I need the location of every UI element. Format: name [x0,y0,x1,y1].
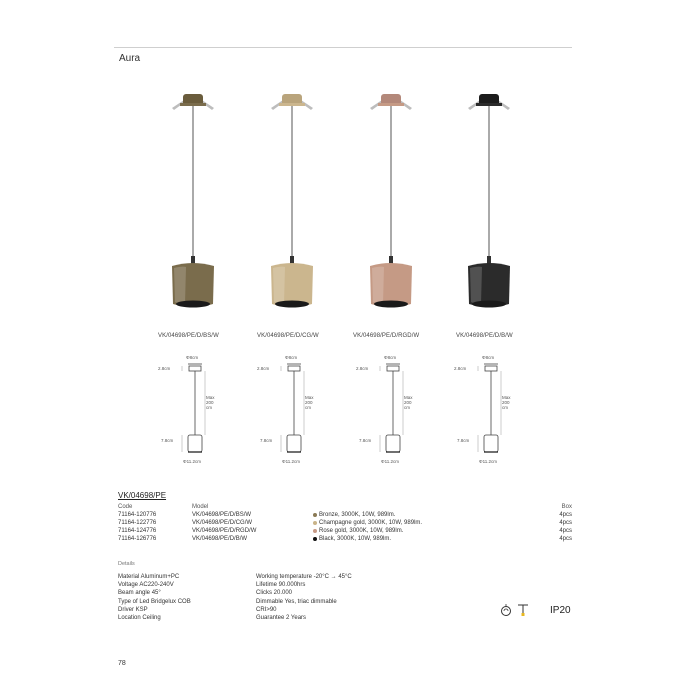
dim-top: Φ8cm [482,355,495,360]
detail-line: Driver KSP [118,606,148,613]
color-swatch-icon [313,537,317,541]
technical-drawing [244,352,344,472]
code-cell: 71164-126776 [118,536,157,543]
detail-line: Working temperature -20°C → 45°C [256,574,352,580]
technical-drawing [343,352,443,472]
code-cell: 71164-122776 [118,520,157,527]
box-cell: 4pcs [559,512,572,519]
box-cell: 4pcs [559,528,572,535]
technical-drawing [145,352,245,472]
color-swatch-icon [313,513,317,517]
model-caption: VK/04698/PE/D/RGD/W [353,333,420,339]
dim-bottom: Φ11.2cm [282,459,301,464]
dim-bottom: Φ11.2cm [381,459,400,464]
code-cell: 71164-124776 [118,528,157,535]
code-column [118,503,156,543]
ip-rating: IP20 [550,605,571,616]
product-family-title: Aura [119,53,141,64]
lamp-photo-bronze [158,90,228,310]
color-swatch-icon [313,521,317,525]
code-cell: 71164-120776 [118,512,157,519]
detail-line: Beam angle 45° [118,590,161,597]
lamp-photo-rose-gold [356,90,426,310]
box-header: Box [561,504,572,510]
detail-line: Voltage AC220-240V [118,582,174,589]
dim-body: 7.8cm [161,438,174,443]
dim-canopy: 2.8cm [356,366,369,371]
details-title: Details [118,561,135,567]
detail-line: Dimmable Yes, triac dimmable [256,598,337,605]
lamp-photo-black [454,90,524,310]
model-column [192,503,256,543]
dimmable-icon [502,604,511,616]
page-number: 78 [118,660,126,667]
model-header: Model [192,504,209,510]
description-cell: Champagne gold, 3000K, 10W, 989lm. [313,519,422,527]
dim-bottom: Φ11.2cm [479,459,498,464]
header-rule [114,47,572,48]
feature-icons [498,602,548,618]
dim-cable: Max 200 cm [305,395,314,410]
detail-line: Type of Led Bridgelux COB [118,598,191,605]
code-header: Code [118,504,133,510]
detail-line: Lifetime 90.000hrs [256,582,306,589]
detail-line: Location Ceiling [118,615,161,622]
detail-line: Material Aluminum+PC [118,574,180,580]
dim-bottom: Φ11.2cm [183,459,202,464]
detail-line: Clicks 20.000 [256,590,293,597]
dim-cable: Max 200 cm [502,395,511,410]
dim-top: Φ8cm [285,355,298,360]
dim-cable: Max 200 cm [206,395,215,410]
box-cell: 4pcs [559,536,572,543]
description-cell: Rose gold, 3000K, 10W, 989lm. [313,527,422,535]
box-column [550,503,572,543]
model-cell: VK/04698/PE/D/B/W [192,536,248,543]
description-cell: Black, 3000K, 10W, 989lm. [313,535,422,543]
dim-body: 7.8cm [359,438,372,443]
model-cell: VK/04698/PE/D/BS/W [192,512,252,519]
model-caption: VK/04698/PE/D/B/W [456,333,513,339]
color-swatch-icon [313,529,317,533]
dim-top: Φ8cm [384,355,397,360]
dim-canopy: 2.8cm [257,366,270,371]
pendant-mount-icon [518,605,528,616]
dim-body: 7.8cm [457,438,470,443]
description-column [313,503,422,543]
model-caption: VK/04698/PE/D/CG/W [257,333,319,339]
section-title: VK/04698/PE [118,491,167,500]
dim-canopy: 2.8cm [158,366,171,371]
lamp-photo-champagne [257,90,327,310]
description-cell: Bronze, 3000K, 10W, 989lm. [313,511,422,519]
dim-top: Φ8cm [186,355,199,360]
detail-line: CRI>90 [256,606,277,613]
dim-body: 7.8cm [260,438,273,443]
details-right-list [256,573,352,622]
detail-line: Guarantee 2 Years [256,615,307,622]
details-left-list [118,573,191,622]
model-caption: VK/04698/PE/D/BS/W [158,333,219,339]
box-cell: 4pcs [559,520,572,527]
model-cell: VK/04698/PE/D/RGD/W [192,528,257,535]
dim-canopy: 2.8cm [454,366,467,371]
model-cell: VK/04698/PE/D/CG/W [192,520,253,527]
dim-cable: Max 200 cm [404,395,413,410]
technical-drawing [441,352,541,472]
